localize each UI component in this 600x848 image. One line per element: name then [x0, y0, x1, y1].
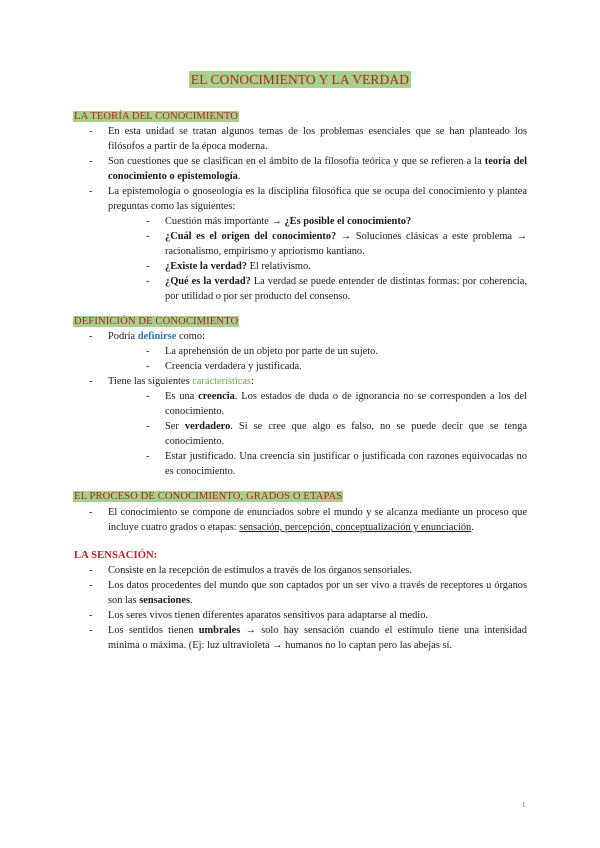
list-item: - Los sentidos tienen umbrales → solo hay sensación cuando el estímulo tiene una intensidad mínima o máxima. (Ej: luz ultravioleta → humanos no lo captan pero las abejas sí.	[89, 623, 527, 653]
list-teoria	[89, 124, 527, 304]
list-item: - ¿Cuál es el origen del conocimiento? → Soluciones clásicas a este problema → racionalismo, empirismo y apriorismo kantiano.	[146, 229, 527, 259]
list-item: - Ser verdadero. Si se cree que algo es falso, no se puede decir que se tenga conocimiento.	[146, 419, 527, 449]
list-item: - La epistemología o gnoseología es la disciplina filosófica que se ocupa del conocimiento y plantea preguntas como las siguientes: - Cuestión más importante → ¿Es posible el conocimiento? - ¿Cuál es el origen del conocimiento? → Soluciones clásicas a este problema → racionalismo, empirismo y apriorismo kantiano. - ¿Existe la verdad? El relativismo. - ¿Qué es la verdad? La verdad se puede entender de distintas formas: por coherencia, por utilidad o por ser producto del consenso.	[89, 184, 527, 304]
list-definicion	[89, 329, 527, 479]
list-item: - Tiene las siguientes características: - Es una creencia. Los estados de duda o de ignorancia no se corresponden a los del conocimiento. - Ser verdadero. Si se cree que algo es falso, no se puede decir que se tenga conocimiento. - Estar justificado. Una creencia sin justificar o justificada con razones equivocadas no es conocimiento.	[89, 374, 527, 479]
list-item: - Estar justificado. Una creencia sin justificar o justificada con razones equivocadas no es conocimiento.	[146, 449, 527, 479]
list-item: - Podría definirse como: - La aprehensión de un objeto por parte de un sujeto. - Creencia verdadera y justificada.	[89, 329, 527, 374]
list-item: - El conocimiento se compone de enunciados sobre el mundo y se alcanza mediante un proceso que incluye cuatro grados o etapas: sensación, percepción, conceptualización y enunciación.	[89, 505, 527, 535]
list-item: - ¿Existe la verdad? El relativismo.	[146, 259, 527, 274]
list-item: - ¿Qué es la verdad? La verdad se puede entender de distintas formas: por coherencia, por utilidad o por ser producto del consenso.	[146, 274, 527, 304]
list-item: - Consiste en la recepción de estímulos a través de los órganos sensoriales.	[89, 563, 527, 578]
list-item: - Cuestión más importante → ¿Es posible el conocimiento?	[146, 214, 527, 229]
section-heading-teoria: LA TEORÍA DEL CONOCIMIENTO	[74, 111, 238, 122]
section-heading-proceso: EL PROCESO DE CONOCIMIENTO, GRADOS O ETAPAS	[74, 491, 343, 502]
list-proceso	[89, 505, 527, 535]
list-item: - La aprehensión de un objeto por parte de un sujeto.	[146, 344, 527, 359]
list-item: - Son cuestiones que se clasifican en el ámbito de la filosofía teórica y que se refieren a la teoría del conocimiento o epistemología.	[89, 154, 527, 184]
list-item: - Es una creencia. Los estados de duda o de ignorancia no se corresponden a los del conocimiento.	[146, 389, 527, 419]
section-heading-sensacion: LA SENSACIÓN:	[74, 550, 158, 561]
page-number: 1	[522, 801, 526, 809]
list-sensacion	[89, 563, 527, 653]
list-item: - Los seres vivos tienen diferentes aparatos sensitivos para adaptarse al medio.	[89, 608, 527, 623]
list-item: - Los datos procedentes del mundo que son captados por un ser vivo a través de receptores u órganos son las sensaciones.	[89, 578, 527, 608]
document-title: EL CONOCIMIENTO Y LA VERDAD	[190, 72, 410, 87]
list-item: - En esta unidad se tratan algunos temas de los problemas esenciales que se han planteado los filósofos a partir de la época moderna.	[89, 124, 527, 154]
list-item: - Creencia verdadera y justificada.	[146, 359, 527, 374]
sublist-caracteristicas	[146, 389, 527, 479]
section-heading-definicion: DEFINICIÓN DE CONOCIMIENTO	[74, 316, 239, 327]
sublist-definiciones	[146, 344, 527, 374]
sublist-preguntas	[146, 214, 527, 304]
